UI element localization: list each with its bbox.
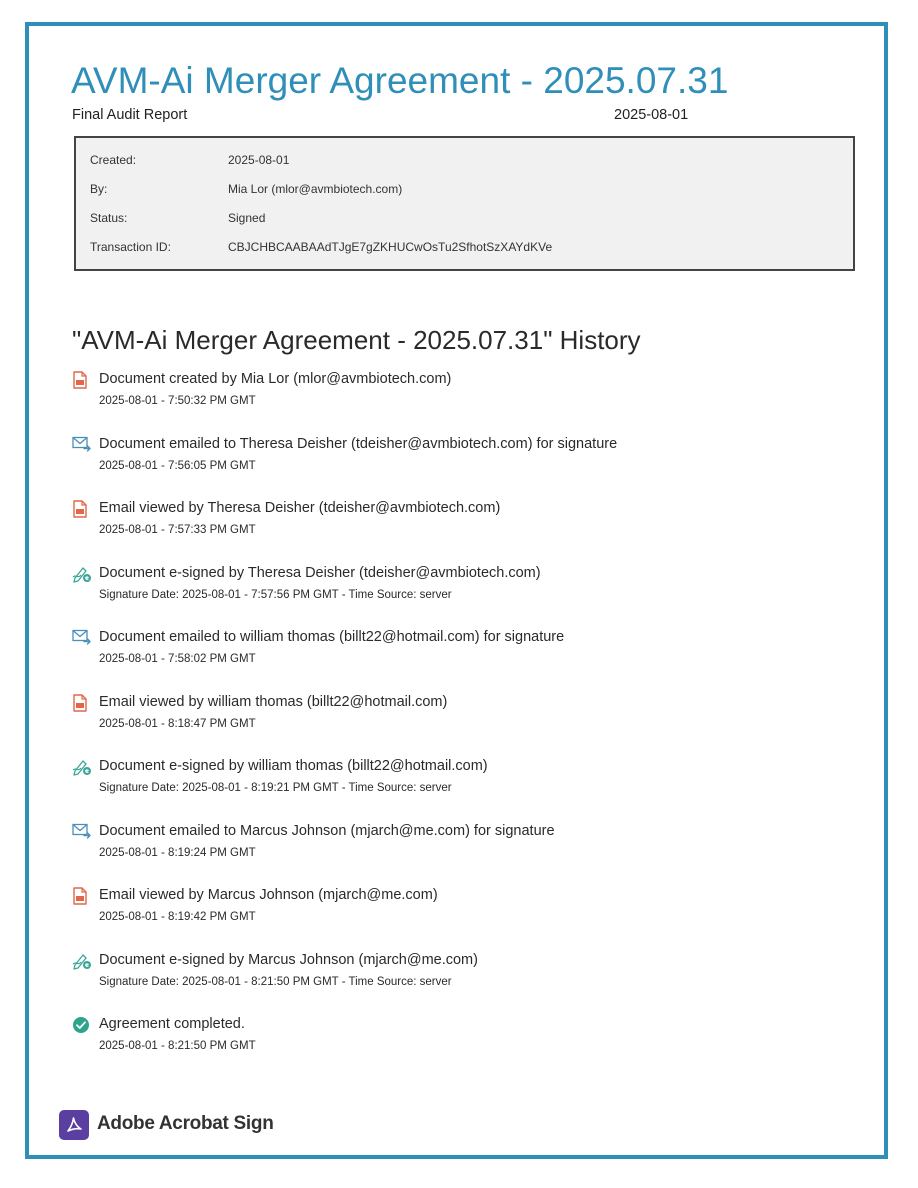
created-value: 2025-08-01 xyxy=(228,153,290,167)
event-description: Document created by Mia Lor (mlor@avmbiotech.com) xyxy=(99,371,452,387)
status-value: Signed xyxy=(228,211,266,225)
document-icon xyxy=(72,887,90,905)
history-event xyxy=(72,887,852,937)
event-timestamp: Signature Date: 2025-08-01 - 7:57:56 PM GMT - Time Source: server xyxy=(99,589,452,601)
document-icon xyxy=(72,694,90,712)
history-event xyxy=(72,694,852,744)
history-event xyxy=(72,1016,852,1066)
event-timestamp: 2025-08-01 - 7:58:02 PM GMT xyxy=(99,653,256,665)
event-timestamp: 2025-08-01 - 8:18:47 PM GMT xyxy=(99,718,256,730)
history-event xyxy=(72,952,852,1002)
event-description: Document e-signed by Marcus Johnson (mjarch@me.com) xyxy=(99,952,478,968)
event-timestamp: Signature Date: 2025-08-01 - 8:19:21 PM GMT - Time Source: server xyxy=(99,782,452,794)
e-sign-icon xyxy=(72,758,90,776)
email-sent-icon xyxy=(72,823,90,841)
event-timestamp: 2025-08-01 - 8:21:50 PM GMT xyxy=(99,1040,256,1052)
summary-box xyxy=(74,136,855,271)
transaction-id-label: Transaction ID: xyxy=(90,240,171,254)
e-sign-icon xyxy=(72,565,90,583)
report-subtitle: Final Audit Report xyxy=(72,107,188,123)
history-event xyxy=(72,758,852,808)
by-label: By: xyxy=(90,182,108,196)
email-sent-icon xyxy=(72,436,90,454)
event-description: Email viewed by Marcus Johnson (mjarch@me.com) xyxy=(99,887,438,903)
event-timestamp: 2025-08-01 - 8:19:24 PM GMT xyxy=(99,847,256,859)
created-label: Created: xyxy=(90,153,137,167)
document-title: AVM-Ai Merger Agreement - 2025.07.31 xyxy=(71,60,729,101)
event-timestamp: 2025-08-01 - 8:19:42 PM GMT xyxy=(99,911,256,923)
history-event xyxy=(72,629,852,679)
event-description: Document e-signed by william thomas (billt22@hotmail.com) xyxy=(99,758,488,774)
check-circle-icon xyxy=(72,1016,90,1034)
history-event xyxy=(72,371,852,421)
event-timestamp: Signature Date: 2025-08-01 - 8:21:50 PM GMT - Time Source: server xyxy=(99,976,452,988)
history-event xyxy=(72,500,852,550)
history-event xyxy=(72,565,852,615)
email-sent-icon xyxy=(72,629,90,647)
event-description: Document e-signed by Theresa Deisher (tdeisher@avmbiotech.com) xyxy=(99,565,541,581)
event-description: Email viewed by william thomas (billt22@hotmail.com) xyxy=(99,694,448,710)
status-label: Status: xyxy=(90,211,128,225)
event-timestamp: 2025-08-01 - 7:56:05 PM GMT xyxy=(99,460,256,472)
event-description: Document emailed to Marcus Johnson (mjarch@me.com) for signature xyxy=(99,823,555,839)
history-event xyxy=(72,436,852,486)
event-description: Document emailed to Theresa Deisher (tdeisher@avmbiotech.com) for signature xyxy=(99,436,618,452)
event-description: Email viewed by Theresa Deisher (tdeisher@avmbiotech.com) xyxy=(99,500,501,516)
product-name: Adobe Acrobat Sign xyxy=(97,1113,274,1134)
event-description: Document emailed to william thomas (billt22@hotmail.com) for signature xyxy=(99,629,565,645)
event-description: Agreement completed. xyxy=(99,1016,245,1032)
acrobat-logo-icon xyxy=(59,1110,89,1140)
event-timestamp: 2025-08-01 - 7:50:32 PM GMT xyxy=(99,395,256,407)
event-timestamp: 2025-08-01 - 7:57:33 PM GMT xyxy=(99,524,256,536)
e-sign-icon xyxy=(72,952,90,970)
document-icon xyxy=(72,371,90,389)
transaction-id-value: CBJCHBCAABAAdTJgE7gZKHUCwOsTu2SfhotSzXAYdKVe xyxy=(228,240,553,254)
document-icon xyxy=(72,500,90,518)
by-value: Mia Lor (mlor@avmbiotech.com) xyxy=(228,182,403,196)
report-date: 2025-08-01 xyxy=(614,107,689,123)
history-event xyxy=(72,823,852,873)
history-heading: "AVM-Ai Merger Agreement - 2025.07.31" History xyxy=(72,325,641,355)
